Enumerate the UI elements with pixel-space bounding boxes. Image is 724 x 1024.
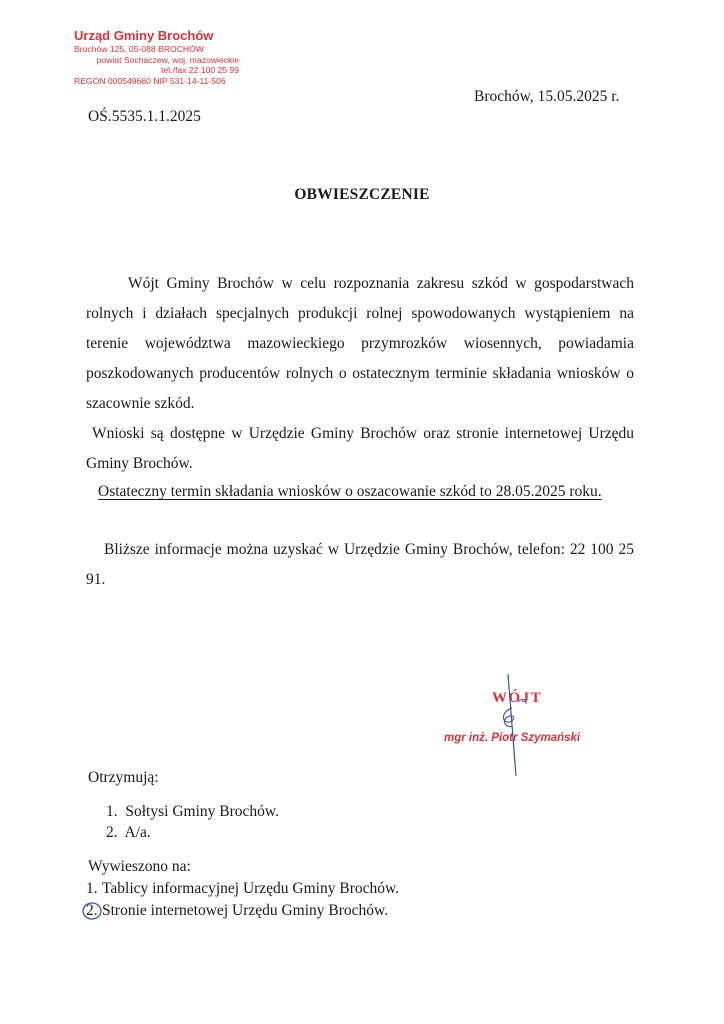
office-stamp (74, 28, 239, 86)
paragraph-announcement: Wójt Gminy Brochów w celu rozpoznania zakresu szkód w gospodarstwach rolnych i działach specjalnych produkcji rolnej spowodowanych wystąpieniem na terenie województwa mazowieckiego przymrozków wiosennych, powiadamia poszkodowanych producentów rolnych o ostatecznym terminie składania wniosków o szacownie szkód. (86, 275, 634, 412)
pen-circle-mark (82, 901, 104, 921)
circled-number (86, 900, 102, 922)
stamp-ids: REGON 000549660 NIP 531-14-11-506 (74, 75, 226, 86)
handwritten-signature (440, 668, 620, 780)
list-item (86, 878, 399, 900)
place-date: Brochów, 15.05.2025 r. (474, 88, 620, 105)
paragraph-availability: Wnioski są dostępne w Urzędzie Gminy Brochów oraz stronie internetowej Urzędu Gminy Brochów. (86, 425, 634, 472)
list-text: Sołtysi Gminy Brochów. (125, 803, 279, 820)
list-text: Stronie internetowej Urzędu Gminy Brochów. (102, 902, 389, 919)
stamp-address: Brochów 125, 05-088 BROCHÓW (74, 44, 204, 54)
list-item (106, 822, 279, 843)
signatory-name: mgr inż. Piotr Szymański (444, 732, 581, 744)
signature-block (440, 668, 620, 780)
list-text: Tablicy informacyjnej Urzędu Gminy Brochów. (102, 880, 400, 897)
list-item (106, 801, 279, 822)
posted-list (86, 878, 399, 922)
posted-heading: Wywieszono na: (88, 858, 191, 875)
signature-title: WÓJT (492, 690, 543, 706)
list-number: 1. (86, 880, 98, 897)
list-number: 2. (86, 902, 98, 919)
stamp-district: powiat Sochaczew, woj. mazowieckie (96, 54, 239, 65)
list-text: A/a. (124, 824, 151, 841)
list-number: 2. (106, 824, 118, 841)
recipients-heading: Otrzymują: (88, 769, 159, 786)
list-number: 1. (106, 803, 118, 820)
paragraph-deadline (86, 477, 634, 507)
deadline-text: Ostateczny termin składania wniosków o oszacowanie szkód to 28.05.2025 roku. (98, 483, 602, 500)
list-item (86, 900, 399, 922)
recipients-list (106, 801, 279, 843)
stamp-org-name: Urząd Gminy Brochów (74, 28, 214, 43)
stamp-phone: tel./fax 22 100 25 99 (161, 65, 239, 75)
paragraph-contact: Bliższe informacje można uzyskać w Urzędzie Gminy Brochów, telefon: 22 100 25 91. (86, 541, 634, 588)
document-title: OBWIESZCZENIE (294, 186, 430, 203)
reference-number: OŚ.5535.1.1.2025 (88, 108, 201, 125)
